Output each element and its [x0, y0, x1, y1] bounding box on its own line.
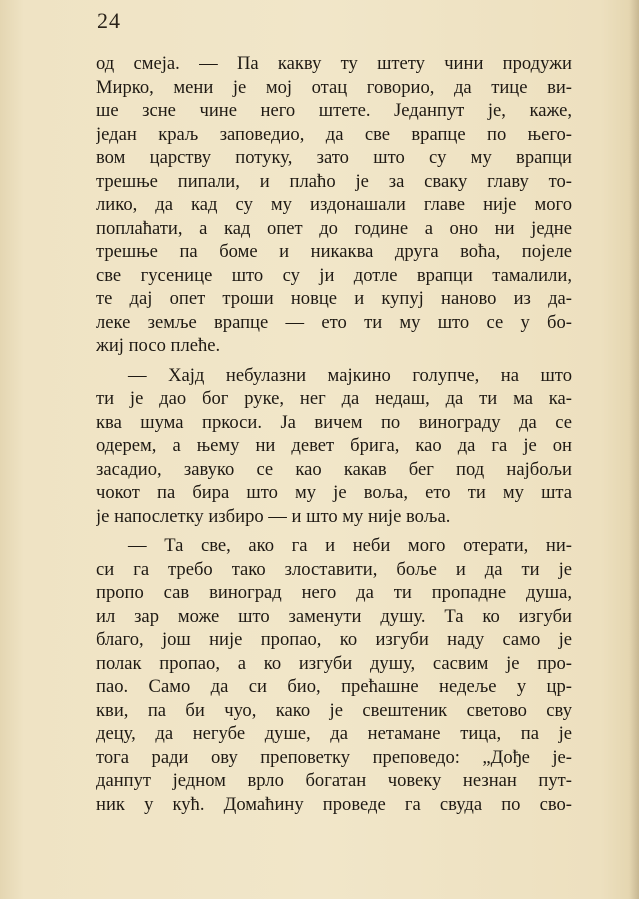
text-line: Мирко, мени је мој отац говорио, да тице ви-	[96, 76, 572, 98]
paragraph-2	[96, 364, 572, 529]
text-line: вом царству потуку, зато што су му врапци	[96, 147, 572, 168]
text-line: трешње пипали, и плаћо је за сваку главу то-	[96, 170, 572, 192]
text-line: чокот па бира што му је воља, ето ти му шта	[96, 482, 572, 503]
text-line: полак пропао, а ко изгуби душу, сасвим је про-	[96, 652, 572, 674]
text-line: ти је дао бог руке, нег да недаш, да ти ма ка-	[96, 388, 572, 409]
text-line: децу, да негубе душе, да нетамане тица, па је	[96, 723, 572, 744]
text-line: пропо сав виноград него да ти пропадне душа,	[96, 582, 572, 603]
text-line: одерем, а њему ни девет брига, као да га је он	[96, 435, 572, 456]
text-line: је напослетку избиро — и што му није воља.	[96, 505, 451, 527]
text-line: један краљ заповедио, да све врапце по њего-	[96, 123, 572, 145]
text-line: данпут једном врло богатан човеку незнан пут-	[96, 770, 572, 791]
text-line: те дај опет троши новце и купуј наново из да-	[96, 288, 572, 309]
text-line: од смеја. — Па какву ту штету чини продужи	[96, 53, 572, 74]
text-line: све гусенице што су ји дотле врапци тамалили,	[96, 264, 572, 286]
page-edge-shadow	[629, 0, 639, 899]
text-line: жиј посо плеће.	[96, 335, 221, 356]
text-line: поплаћати, а кад опет до године а оно ни једне	[96, 217, 572, 239]
text-line: леке земље врапце — ето ти му што се у бо-	[96, 311, 572, 333]
paragraph-1	[96, 52, 572, 358]
text-line: благо, још није пропао, ко изгуби наду само је	[96, 629, 572, 650]
text-line: кви, па би чуо, како је свештеник светово сву	[96, 699, 572, 721]
text-line: тога ради ову преповетку преповедо: „Дође је-	[96, 746, 572, 768]
text-line: ше зсне чине него штете. Једанпут је, каже,	[96, 100, 572, 121]
text-line: ник у кућ. Домаћину проведе га свуда по сво-	[96, 793, 572, 815]
text-line: ил зар може што заменути душу. Та ко изгуби	[96, 605, 572, 627]
text-line: засадио, завуко се као какав бег под најбољи	[96, 458, 572, 480]
text-line: си га требо тако злоставити, боље и да ти је	[96, 558, 572, 580]
text-line: — Та све, ако га и неби мого отерати, ни-	[128, 535, 572, 556]
text-line: пао. Само да си био, прећашне недеље у цр-	[96, 676, 572, 697]
text-line: — Хајд небулазни мајкино голупче, на што	[128, 364, 572, 386]
page-text	[96, 52, 572, 816]
text-line: трешње па боме и никаква друга воћа, појеле	[96, 241, 572, 262]
page-number: 24	[97, 8, 121, 33]
text-line: ква шума пркоси. Ја вичем по винограду да се	[96, 411, 572, 433]
paragraph-3	[96, 534, 572, 816]
text-line: лико, да кад су му издонашали главе није мого	[96, 194, 572, 215]
